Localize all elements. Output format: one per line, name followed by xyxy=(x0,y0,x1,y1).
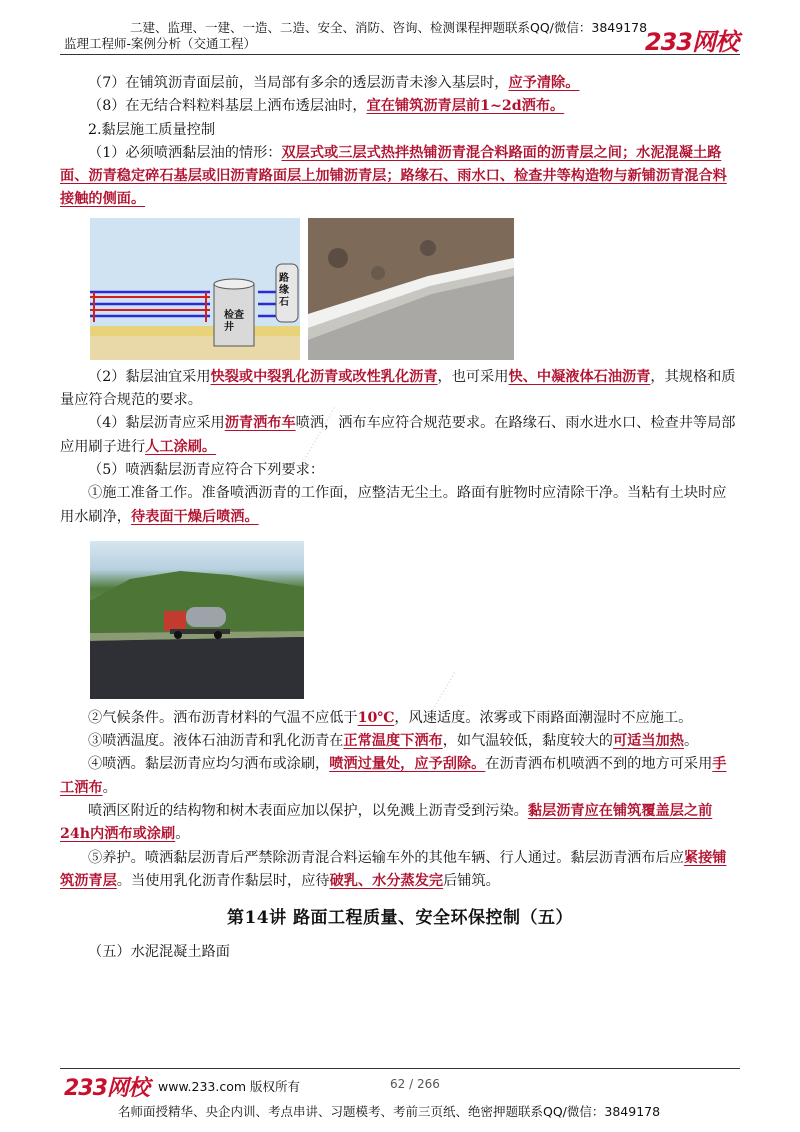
page-number: 62 / 266 xyxy=(390,1077,440,1091)
paragraph: 喷洒区附近的结构物和树木表面应加以保护，以免溅上沥青受到污染。黏层沥青应在铺筑覆盖层之前24h内洒布或涂刷。 xyxy=(60,803,713,843)
paragraph: ⑤养护。喷洒黏层沥青后严禁除沥青混合料运输车外的其他车辆、行人通过。黏层沥青洒布后应紧接铺筑沥青层。当使用乳化沥青作黏层时，应待破乳、水分蒸发完后铺筑。 xyxy=(60,849,727,889)
watermark: ················· xyxy=(420,668,461,727)
curb-label: 路缘石 xyxy=(279,272,289,308)
paragraph: （4）黏层沥青应采用沥青洒布车喷洒，洒布车应符合规范要求。在路缘石、雨水进水口、检查井等局部应用刷子进行人工涂刷。 xyxy=(60,415,736,455)
paragraph: ②气候条件。洒布沥青材料的气温不应低于10℃，风速适度。浓雾或下雨路面潮湿时不应施工。 xyxy=(88,709,693,726)
header-logo[interactable]: 233网校 xyxy=(644,28,738,56)
curb-photo xyxy=(308,218,514,360)
section-title: 第14讲 路面工程质量、安全环保控制（五） xyxy=(226,908,574,929)
footer-logo[interactable]: 233网校 xyxy=(64,1076,149,1101)
footer-url[interactable]: www.233.com 版权所有 xyxy=(158,1079,300,1094)
paragraph: （5）喷洒黏层沥青应符合下列要求： xyxy=(88,461,325,478)
header-divider xyxy=(60,54,740,55)
paragraph: ①施工准备工作。准备喷洒沥青的工作面，应整洁无尘土。路面有脏物时应清除干净。当粘有土块时应用水刷净，待表面干燥后喷洒。 xyxy=(60,485,727,525)
footer-contact-line: 名师面授精华、央企内训、考点串讲、习题模考、考前三页纸、绝密押题联系QQ/微信：3849178 xyxy=(118,1104,661,1119)
watermark: ················· xyxy=(300,403,341,462)
paragraph: （8）在无结合料粒料基层上洒布透层油时，宜在铺筑沥青层前1~2d洒布。 xyxy=(88,98,565,115)
spray-truck-photo xyxy=(90,541,304,699)
figure-row xyxy=(90,218,740,360)
header-contact-line: 二建、监理、一建、一造、二造、安全、消防、咨询、检测课程押题联系QQ/微信：3849178 xyxy=(130,20,648,35)
header-document-title: 监理工程师-案例分析（交通工程） xyxy=(64,36,257,51)
paragraph: （7）在铺筑沥青面层前，当局部有多余的透层沥青未渗入基层时，应予清除。 xyxy=(88,75,580,91)
paragraph: ③喷洒温度。液体石油沥青和乳化沥青在正常温度下洒布，如气温较低，黏度较大的可适当加热。 xyxy=(88,733,699,750)
paragraph: （1）必须喷洒黏层油的情形：双层式或三层式热拌热铺沥青混合料路面的沥青层之间；水泥混凝土路面、沥青稳定碎石基层或旧沥青路面层上加铺沥青层；路缘石、雨水口、检查井等构造物与新铺沥青混合料接触的侧面。 xyxy=(60,144,727,208)
subheading: 2.黏层施工质量控制 xyxy=(88,121,216,138)
footer-divider xyxy=(60,1068,740,1069)
manhole-label: 检查井 xyxy=(224,309,244,333)
layer-diagram-image xyxy=(90,218,300,360)
page-content xyxy=(60,72,740,964)
paragraph: （2）黏层油宜采用快裂或中裂乳化沥青或改性乳化沥青，也可采用快、中凝液体石油沥青，其规格和质量应符合规范的要求。 xyxy=(60,368,736,409)
subheading: （五）水泥混凝土路面 xyxy=(88,943,230,960)
paragraph: ④喷洒。黏层沥青应均匀洒布或涂刷，喷洒过量处，应予刮除。在沥青洒布机喷洒不到的地方可采用手工洒布。 xyxy=(60,756,727,796)
